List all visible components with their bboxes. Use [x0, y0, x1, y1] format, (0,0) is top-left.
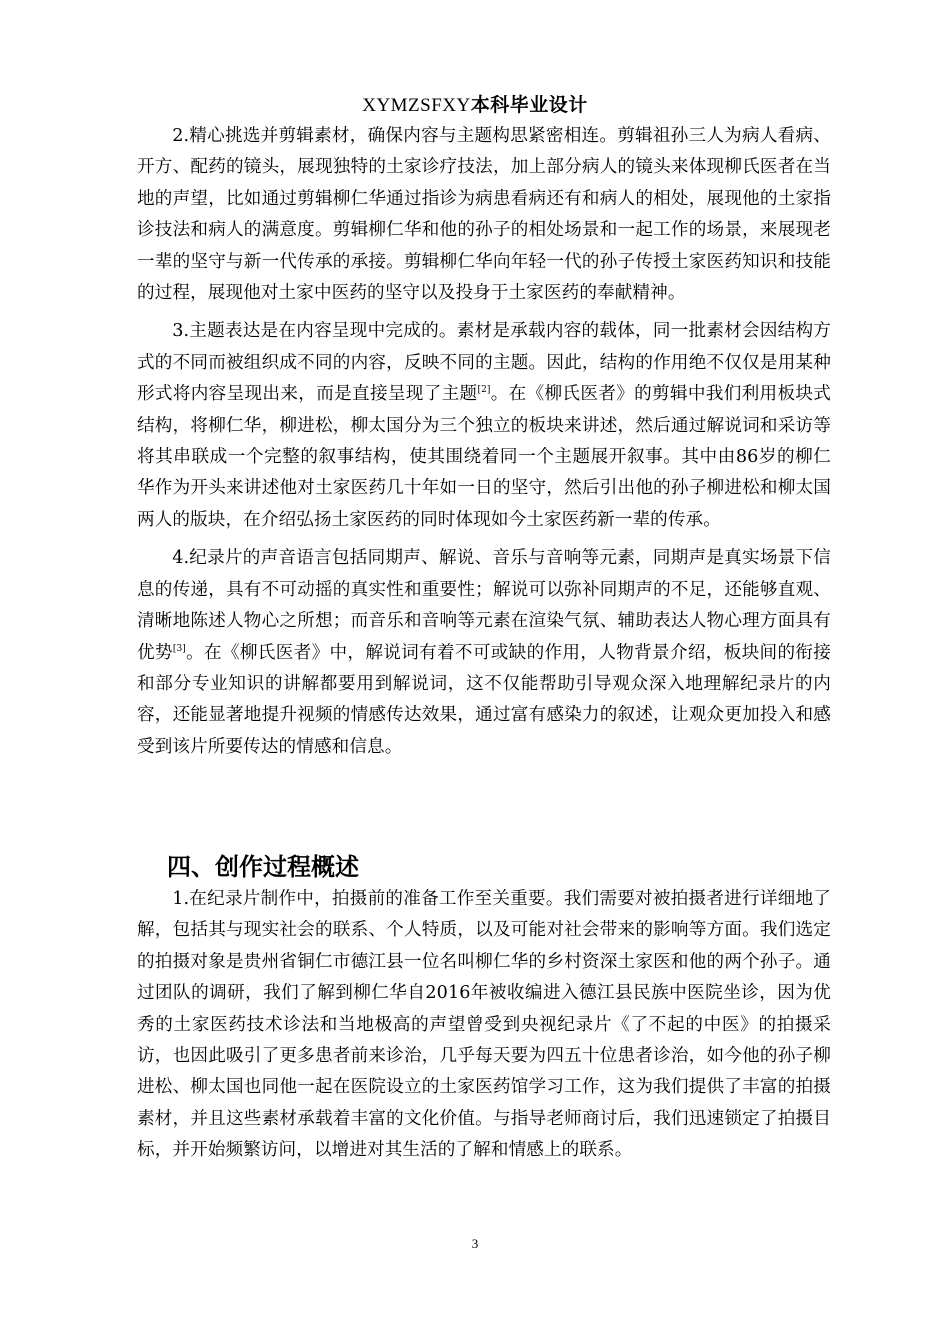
paragraph-4-text-cont: 。在《柳氏医者》中，解说词有着不可或缺的作用，人物背景介绍，板块间的衔接和部分专业知识的讲解都要用到解说词，这不仅能帮助引导观众深入地理解纪录片的内容，还能显著地提升视频的情感传达效果，通过富有感染力的叙述，让观众更加投入和感受到该片所要传达的情感和信息。 [137, 642, 831, 757]
citation-ref-3: [3] [172, 643, 186, 654]
header-title: 本科毕业设计 [470, 94, 588, 116]
body-text-top [137, 121, 831, 770]
paragraph-4-text: 4.纪录片的声音语言包括同期声、解说、音乐与音响等元素，同期声是真实场景下信息的传递，具有不可动摇的真实性和重要性；解说可以弥补同期声的不足，还能够直观、清晰地陈述人物心之所想；而音乐和音响等元素在渲染气氛、辅助表达人物心理方面具有优势 [137, 548, 831, 663]
paragraph-3-text: 3.主题表达是在内容呈现中完成的。素材是承载内容的载体，同一批素材会因结构方式的不同而被组织成不同的内容，反映不同的主题。因此，结构的作用绝不仅仅是用某种形式将内容呈现出来，而是直接呈现了主题 [137, 321, 831, 405]
section-paragraph-1: 1.在纪录片制作中，拍摄前的准备工作至关重要。我们需要对被拍摄者进行详细地了解，包括其与现实社会的联系、个人特质，以及可能对社会带来的影响等方面。我们选定的拍摄对象是贵州省铜仁市德江县一位名叫柳仁华的乡村资深土家医和他的两个孙子。通过团队的调研，我们了解到柳仁华自2016年被收编进入德江县民族中医院坐诊，因为优秀的土家医药技术诊法和当地极高的声望曾受到央视纪录片《了不起的中医》的拍摄采访，也因此吸引了更多患者前来诊治，几乎每天要为四五十位患者诊治，如今他的孙子柳进松、柳太国也同他一起在医院设立的土家医药馆学习工作，这为我们提供了丰富的拍摄素材，并且这些素材承载着丰富的文化价值。与指导老师商讨后，我们迅速锁定了拍摄目标，并开始频繁访问，以增进对其生活的了解和情感上的联系。 [137, 889, 831, 1161]
paragraph-2: 2.精心挑选并剪辑素材，确保内容与主题构思紧密相连。剪辑祖孙三人为病人看病、开方、配药的镜头，展现独特的土家诊疗技法，加上部分病人的镜头来体现柳氏医者在当地的声望，比如通过剪辑柳仁华通过指诊为病患看病还有和病人的相处，展现他的土家指诊技法和病人的满意度。剪辑柳仁华和他的孙子的相处场景和一起工作的场景，来展现老一辈的坚守与新一代传承的承接。剪辑柳仁华向年轻一代的孙子传授土家医药知识和技能的过程，展现他对土家中医药的坚守以及投身于土家医药的奉献精神。 [137, 126, 831, 304]
section-heading: 四、创作过程概述 [167, 853, 359, 881]
paragraph-3-text-cont: 。在《柳氏医者》的剪辑中我们利用板块式结构，将柳仁华，柳进松，柳太国分为三个独立的板块来讲述，然后通过解说词和采访等将其串联成一个完整的叙事结构，使其围绕着同一个主题展开叙事。其中由86岁的柳仁华作为开头来讲述他对土家医药几十年如一日的坚守，然后引出他的孙子柳进松和柳太国两人的版块，在介绍弘扬土家医药的同时体现如今土家医药新一辈的传承。 [137, 384, 831, 530]
header-school-code: XYMZSFXY [362, 95, 471, 116]
paragraph-3 [137, 316, 831, 536]
page-number: 3 [471, 1236, 479, 1251]
citation-ref-2: [2] [477, 385, 491, 396]
body-text-section [137, 884, 831, 1174]
paragraph-4 [137, 543, 831, 763]
page-header [0, 92, 950, 119]
